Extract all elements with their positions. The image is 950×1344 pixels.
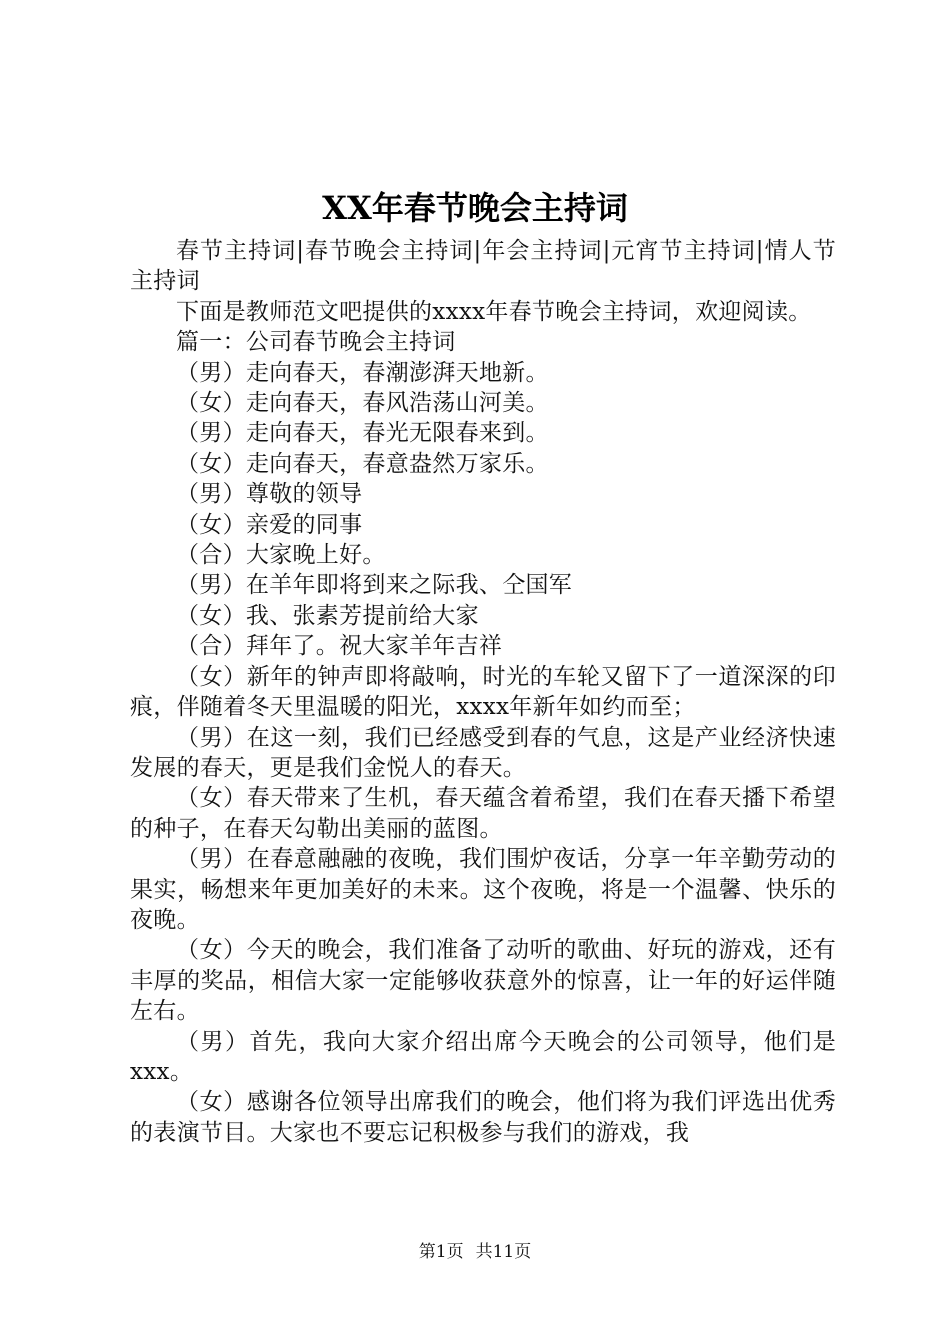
document-body: [130, 236, 836, 1148]
paragraph: （男）走向春天，春光无限春来到。: [176, 420, 549, 447]
paragraph: （男）在羊年即将到来之际我、仝国军: [176, 572, 573, 599]
paragraph: （女）今天的晚会，我们准备了动听的歌曲、好玩的游戏，还有丰厚的奖品，相信大家一定能够收获意外的惊喜，让一年的好运伴随左右。: [130, 937, 836, 1025]
paragraph: （合）拜年了。祝大家羊年吉祥: [176, 633, 503, 660]
document-title: XX年春节晚会主持词: [322, 189, 628, 227]
paragraph: （男）首先，我向大家介绍出席今天晚会的公司领导，他们是xxx。: [130, 1028, 836, 1085]
paragraph: （女）春天带来了生机，春天蕴含着希望，我们在春天播下希望的种子，在春天勾勒出美丽的蓝图。: [130, 785, 836, 842]
paragraph: （女）我、张素芳提前给大家: [176, 602, 479, 629]
paragraph: （合）大家晚上好。: [176, 542, 386, 569]
paragraph: （男）在春意融融的夜晚，我们围炉夜话，分享一年辛勤劳动的果实，畅想来年更加美好的未来。这个夜晚，将是一个温馨、快乐的夜晚。: [130, 846, 836, 933]
paragraph: 春节主持词|春节晚会主持词|年会主持词|元宵节主持词|情人节主持词: [130, 238, 836, 295]
paragraph: 下面是教师范文吧提供的xxxx年春节晚会主持词，欢迎阅读。: [176, 298, 812, 325]
paragraph: （男）在这一刻，我们已经感受到春的气息，这是产业经济快速发展的春天，更是我们金悦人的春天。: [130, 724, 836, 781]
paragraph: （女）新年的钟声即将敲响，时光的车轮又留下了一道深深的印痕，伴随着冬天里温暖的阳光，xxxx年新年如约而至；: [130, 663, 836, 721]
paragraph: （男）走向春天，春潮澎湃天地新。: [176, 359, 549, 386]
paragraph: （女）走向春天，春意盎然万家乐。: [176, 450, 549, 477]
paragraph: （女）亲爱的同事: [176, 511, 363, 538]
paragraph: （男）尊敬的领导: [176, 481, 363, 508]
page-number: 第1页: [418, 1242, 464, 1262]
paragraph: （女）走向春天，春风浩荡山河美。: [176, 390, 549, 417]
section-heading: 篇一：公司春节晚会主持词: [176, 329, 456, 356]
paragraph: （女）感谢各位领导出席我们的晚会，他们将为我们评选出优秀的表演节目。大家也不要忘记积极参与我们的游戏，我: [130, 1089, 836, 1146]
page-footer: [0, 1240, 950, 1264]
page-total: 共11页: [475, 1242, 532, 1262]
